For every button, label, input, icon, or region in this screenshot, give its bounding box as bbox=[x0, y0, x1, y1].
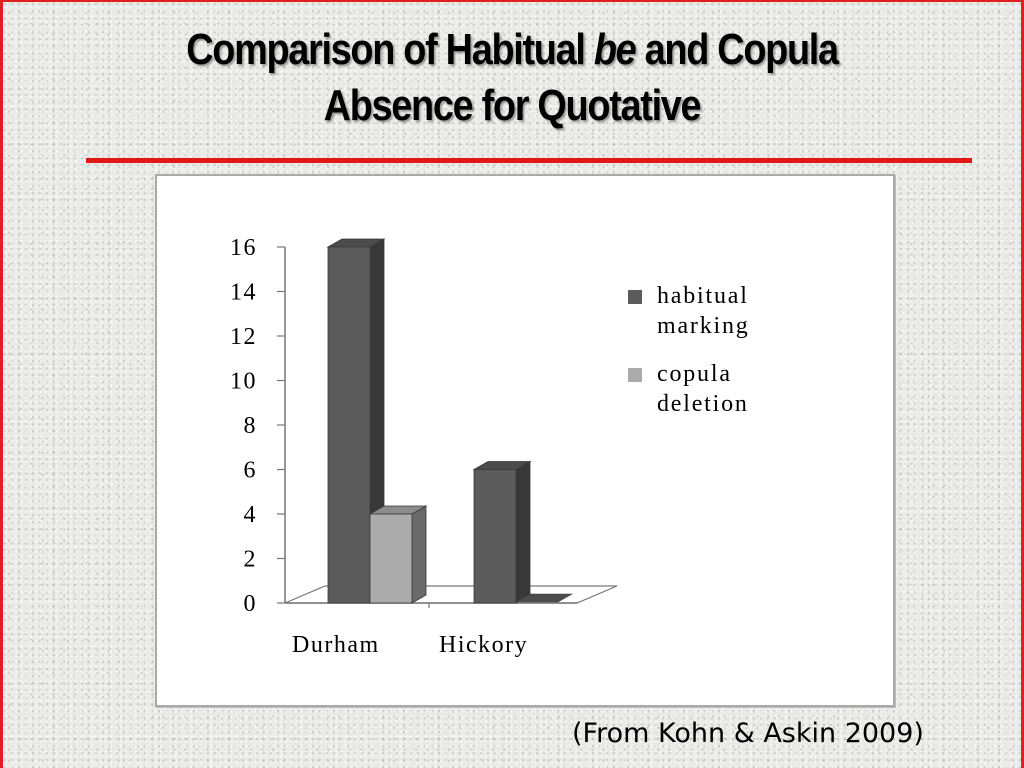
x-category-label: Durham bbox=[292, 632, 380, 658]
bar bbox=[474, 470, 516, 604]
legend-swatch bbox=[628, 290, 642, 304]
x-category-label: Hickory bbox=[439, 632, 529, 658]
bar-side bbox=[516, 462, 530, 604]
title-text-part2: and Copula bbox=[635, 25, 838, 74]
bar bbox=[370, 514, 412, 603]
bar-side bbox=[412, 506, 426, 603]
y-tick-label: 4 bbox=[243, 502, 257, 528]
chart-container bbox=[155, 174, 895, 707]
citation-text: (From Kohn & Askin 2009) bbox=[572, 718, 924, 749]
bar-chart bbox=[157, 176, 893, 705]
legend-label: marking bbox=[657, 313, 750, 339]
bar bbox=[328, 247, 370, 603]
y-tick-label: 8 bbox=[243, 413, 257, 439]
legend-swatch bbox=[628, 368, 642, 382]
y-tick-label: 16 bbox=[230, 235, 257, 261]
title-italic-word: be bbox=[593, 25, 636, 74]
y-tick-label: 0 bbox=[243, 591, 257, 617]
y-tick-label: 2 bbox=[243, 546, 257, 573]
y-tick-label: 12 bbox=[230, 324, 257, 350]
y-tick-label: 10 bbox=[230, 368, 257, 395]
title-text-part1: Comparison of Habitual bbox=[186, 25, 594, 74]
y-tick-label: 6 bbox=[243, 457, 257, 484]
slide-title bbox=[106, 22, 918, 134]
legend-label: deletion bbox=[657, 391, 749, 417]
legend-label: copula bbox=[657, 361, 732, 387]
title-underline-rule bbox=[86, 158, 972, 163]
title-line-2: Absence for Quotative bbox=[323, 81, 701, 130]
y-tick-label: 14 bbox=[230, 279, 257, 306]
legend-label: habitual bbox=[657, 283, 749, 309]
